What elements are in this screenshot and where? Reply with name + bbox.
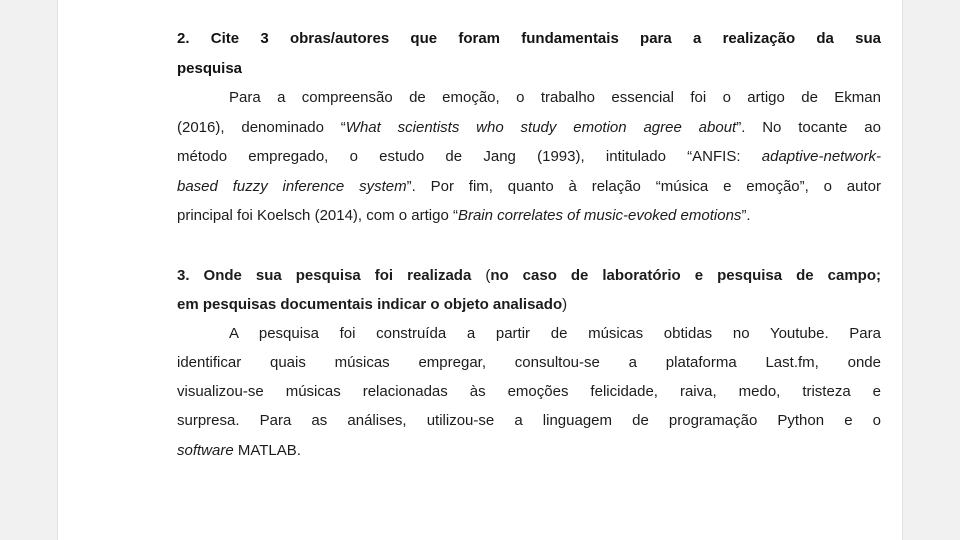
section-2-heading: 2. Cite 3 obras/autores que foram fundamentais para a realização da sua xyxy=(177,30,881,47)
text-run: software xyxy=(177,442,234,459)
text-run: Brain correlates of music-evoked emotions xyxy=(457,207,742,224)
text-run: based fuzzy inference system xyxy=(177,178,407,195)
text-run: ”. Por fim, quanto à relação “música e emoção”, o autor xyxy=(406,178,881,195)
text-run: ( xyxy=(485,267,491,284)
text-run: ”. No tocante ao xyxy=(736,119,881,136)
text-run: método empregado, o estudo de Jang (1993), intitulado “ANFIS: xyxy=(177,148,762,165)
section-3-paragraph-line xyxy=(177,377,881,407)
text-run: identificar quais músicas empregar, consultou-se a plataforma Last.fm, onde xyxy=(177,354,881,371)
section-2-paragraph-line xyxy=(177,113,881,143)
text-run: A pesquisa foi construída a partir de músicas obtidas no Youtube. Para xyxy=(229,325,881,342)
section-2-heading-continued: pesquisa xyxy=(177,60,243,77)
section-2-paragraph-line xyxy=(177,201,881,231)
section-3-heading xyxy=(177,261,881,291)
section-3-paragraph-line xyxy=(177,348,881,378)
text-run: ) xyxy=(562,296,568,313)
text-run: principal foi Koelsch (2014), com o artigo “ xyxy=(177,207,458,224)
section-3-heading-continued xyxy=(177,290,881,320)
text-run: MATLAB. xyxy=(233,442,301,459)
text-run: adaptive-network- xyxy=(761,148,881,165)
section-2-paragraph-line xyxy=(177,83,881,113)
text-run: surpresa. Para as análises, utilizou-se a linguagem de programação Python e o xyxy=(177,412,881,429)
text-run: 3. Onde sua pesquisa foi realizada xyxy=(177,267,486,284)
text-run: em pesquisas documentais indicar o objeto analisado xyxy=(177,296,563,313)
section-2-paragraph-line xyxy=(177,142,881,172)
text-run: Para a compreensão de emoção, o trabalho essencial foi o artigo de Ekman xyxy=(229,89,881,106)
text-run: What scientists who study emotion agree about xyxy=(345,119,737,136)
section-3-paragraph-line xyxy=(177,436,881,466)
section-2-paragraph-line xyxy=(177,172,881,202)
section-3-paragraph-line xyxy=(177,406,881,436)
text-run: no caso de laboratório e pesquisa de campo; xyxy=(490,267,881,284)
text-run: (2016), denominado “ xyxy=(177,119,346,136)
document-page xyxy=(57,0,903,540)
text-run: visualizou-se músicas relacionadas às emoções felicidade, raiva, medo, tristeza e xyxy=(177,383,881,400)
text-run: ”. xyxy=(741,207,751,224)
section-3-paragraph-line xyxy=(177,319,881,349)
